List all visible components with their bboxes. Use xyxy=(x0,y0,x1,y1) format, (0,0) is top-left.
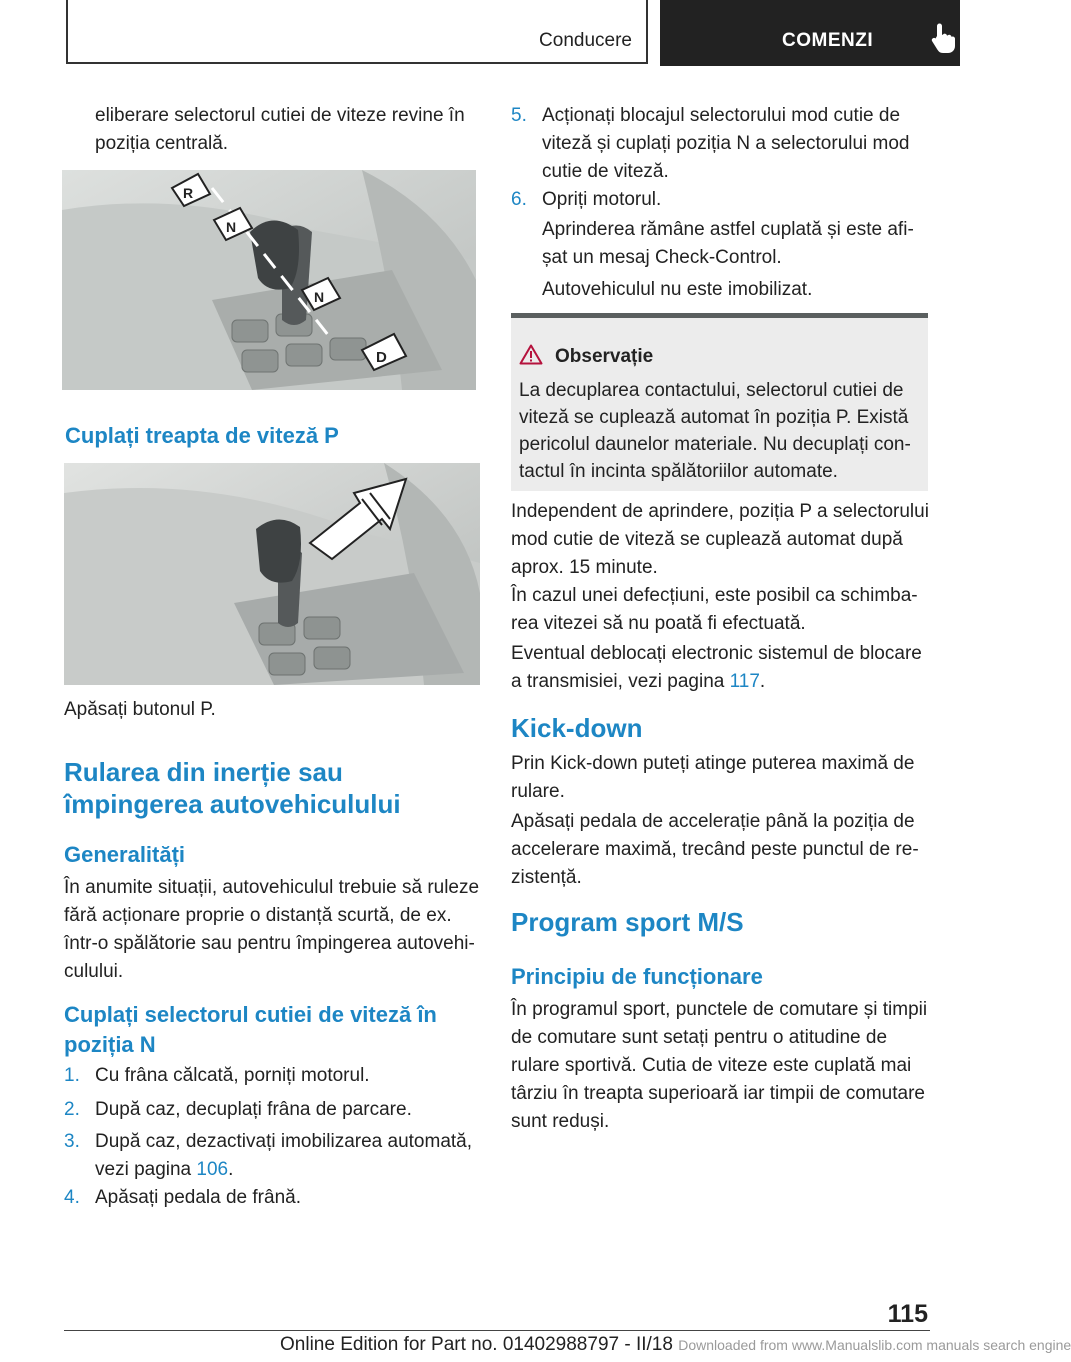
heading-kickdown: Kick-down xyxy=(511,713,643,743)
principle-paragraph: În programul sport, punctele de comutare și timpii de comutare sunt setați pentru o atitudine de rulare sportivă. Cutia de viteze este cuplată mai târziu în treapta superioară iar timpii de comutare sunt reduși. xyxy=(511,999,928,1132)
note-heading xyxy=(519,344,653,368)
page-link-117[interactable]: 117 xyxy=(729,671,760,692)
subheading-principle: Principiu de funcționare xyxy=(511,964,763,989)
step-text: Cu frâna călcată, porniți motorul. xyxy=(95,1065,370,1086)
page-link-106[interactable]: 106 xyxy=(196,1159,229,1180)
page-number: 115 xyxy=(887,1300,928,1328)
step-6-detail-2: Autovehiculul nu este imobilizat. xyxy=(542,279,813,300)
step-number: 4. xyxy=(64,1187,80,1208)
edition-text: Online Edition for Part no. 01402988797 - II/18 xyxy=(280,1334,673,1355)
step-number: 1. xyxy=(64,1065,80,1086)
footer-edition xyxy=(280,1334,1071,1356)
figure-p-button xyxy=(64,463,480,685)
figure-2-drawing xyxy=(64,463,480,685)
lever-label-n-lower: N xyxy=(314,289,325,305)
subheading-engage-n: Cuplați selectorul cutiei de viteză în poziția N xyxy=(64,1002,437,1057)
unlock-text: Eventual deblocați electronic sistemul de blocare a transmisiei, vezi pagina xyxy=(511,643,922,692)
press-p-paragraph: Apăsați butonul P. xyxy=(64,699,216,720)
step-text: Opriți motorul. xyxy=(542,189,662,210)
step-number: 2. xyxy=(64,1099,80,1120)
defect-paragraph: În cazul unei defecțiuni, este posibil ca schimbarea vitezei să nu poată fi efectuată. xyxy=(511,585,918,634)
figure-1-drawing xyxy=(62,170,476,390)
intro-paragraph: eliberare selectorul cutiei de viteze revine în poziția centrală. xyxy=(95,105,465,154)
step-text xyxy=(95,1128,482,1184)
watermark-source: Downloaded from www.Manualslib.com manuals search engine xyxy=(678,1337,1071,1353)
subheading-general: Generalități xyxy=(64,842,186,867)
kickdown-paragraph-2: Apăsați pedala de accelerație până la poziția de accelerare maximă, trecând peste punctul de rezistență. xyxy=(511,811,919,888)
kickdown-paragraph-1: Prin Kick-down puteți atinge puterea maximă de rulare. xyxy=(511,753,915,802)
figure-selector-lever-positions xyxy=(62,170,476,390)
unlock-paragraph xyxy=(511,640,931,696)
step-6-detail-1: Aprinderea rămâne astfel cuplată și este afișat un mesaj Check-Control. xyxy=(542,219,914,268)
lever-label-r: R xyxy=(183,185,194,201)
header-chapter-label: COMENZI xyxy=(782,30,874,51)
heading-engage-p: Cuplați treapta de viteză P xyxy=(65,423,339,448)
warning-triangle-icon xyxy=(519,344,543,365)
step-text-part: După caz, dezactivați imobilizarea automată, vezi pagina xyxy=(95,1131,473,1180)
step-text: Apăsați pedala de frână. xyxy=(95,1187,301,1208)
heading-sport-program: Program sport M/S xyxy=(511,907,744,937)
note-box xyxy=(511,313,928,491)
step-text: După caz, decuplați frâna de parcare. xyxy=(95,1099,412,1120)
general-paragraph: În anumite situații, autovehiculul trebuie să ruleze fără acționare proprie o distanță scurtă, de ex. într-o spălătorie sau pentru împingerea autovehiculului. xyxy=(64,877,480,982)
step-number: 6. xyxy=(511,189,527,210)
header-section-label: Conducere xyxy=(539,30,632,51)
pointing-hand-icon xyxy=(930,22,956,54)
step-number: 5. xyxy=(511,105,527,126)
step-text: Acționați blocajul selectorului mod cutie de viteză și cuplați poziția N a selectorului mod cutie de viteză. xyxy=(542,105,910,182)
auto-p-paragraph: Independent de aprindere, poziția P a selectorului mod cutie de viteză se cuplează automat după aprox. 15 minute. xyxy=(511,501,929,578)
unlock-text-end: . xyxy=(759,671,766,692)
lever-label-d: D xyxy=(376,349,387,366)
header-chapter-tab[interactable] xyxy=(660,0,960,66)
step-text-part: . xyxy=(228,1159,234,1180)
step-number: 3. xyxy=(64,1131,80,1152)
heading-rolling-pushing: Rularea din inerție sau împingerea autovehiculului xyxy=(64,757,401,819)
note-title: Observație xyxy=(555,346,654,367)
lever-label-n-upper: N xyxy=(226,219,237,235)
footer-rule xyxy=(64,1330,930,1331)
header-section-tab[interactable] xyxy=(68,0,648,64)
note-text: La decuplarea contactului, selectorul cutiei de viteză se cuplează automat în poziția P. Există pericolul daunelor materiale. Nu decuplați contactul în incinta spălătoriilor automate. xyxy=(519,380,911,482)
